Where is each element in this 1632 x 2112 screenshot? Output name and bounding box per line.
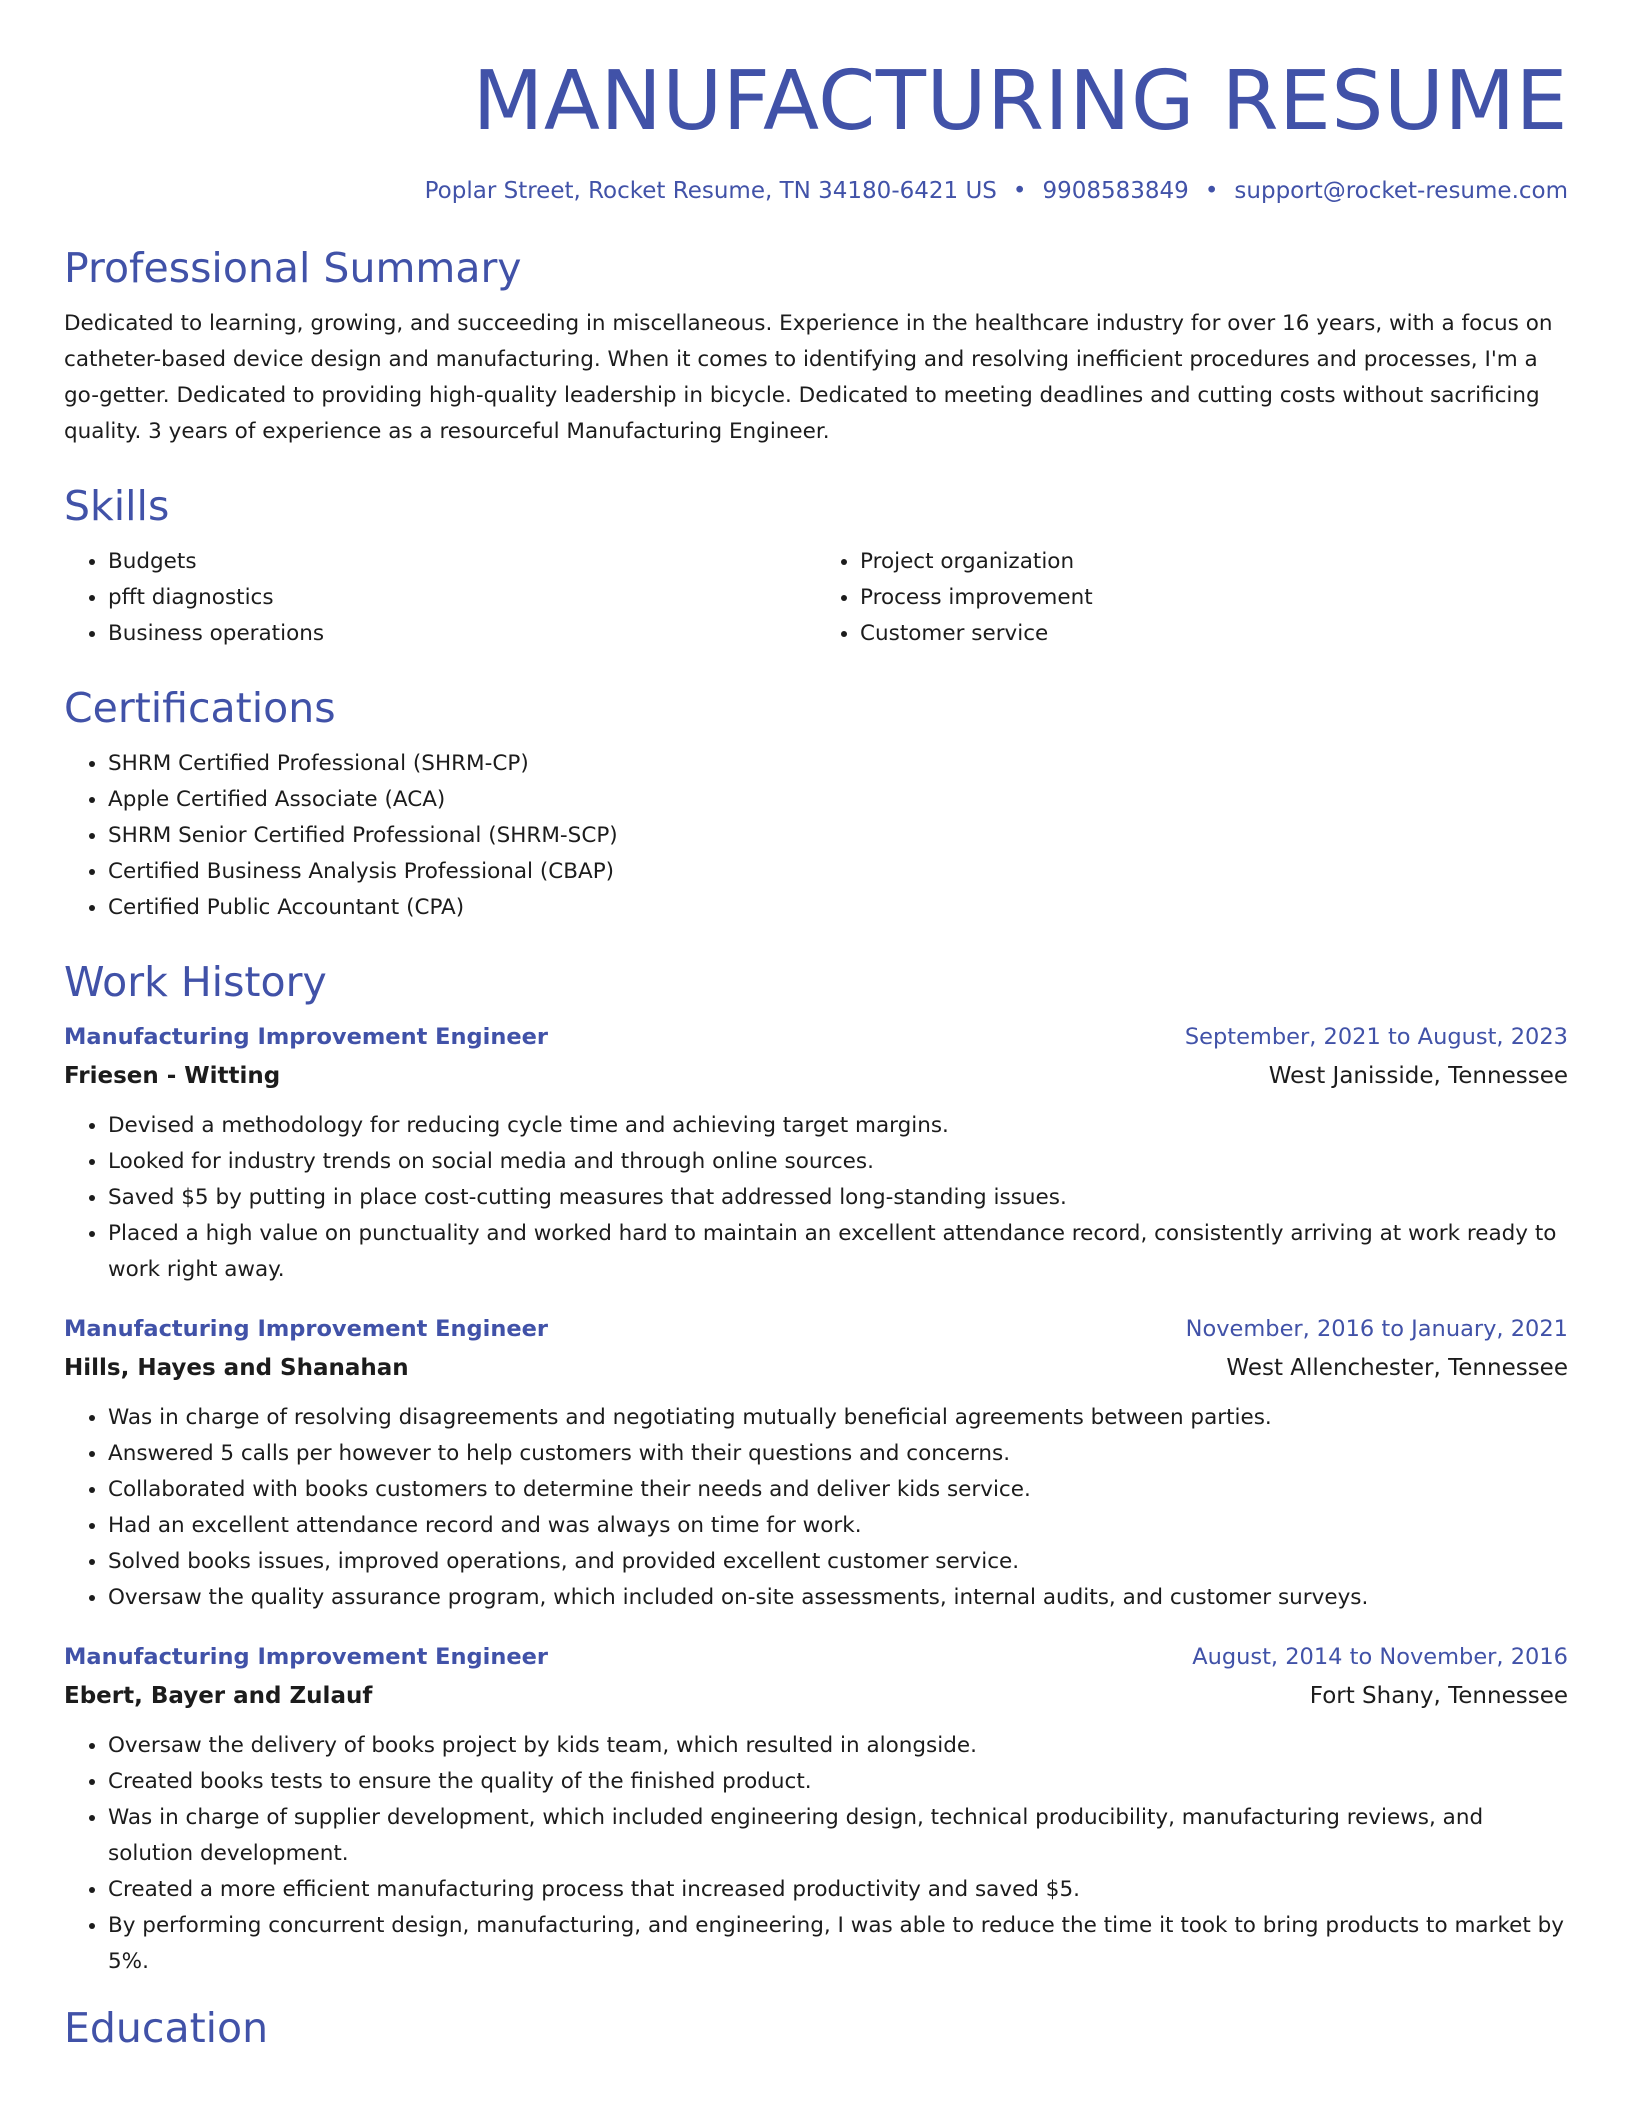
contact-phone: 9908583849 [1042, 178, 1189, 204]
job-bullet: • Answered 5 calls per however to help customers with their questions and concerns. [108, 1436, 1568, 1472]
skills-grid [64, 544, 1568, 652]
job-bullet: • Devised a methodology for reducing cycle time and achieving target margins. [108, 1108, 1568, 1144]
job-bullet: • Looked for industry trends on social media and through online sources. [108, 1144, 1568, 1180]
job-title: Manufacturing Improvement Engineer [64, 1316, 549, 1342]
contact-separator: • [1204, 178, 1219, 204]
job-bullet: • Created a more efficient manufacturing process that increased productivity and saved $5. [108, 1872, 1568, 1908]
resume-header [64, 0, 1568, 206]
job-company-row [64, 1676, 1568, 1716]
section-title: Work History [64, 958, 327, 1006]
skill-item: • Business operations [108, 616, 816, 652]
job-company: Hills, Hayes and Shanahan [64, 1355, 409, 1381]
job-bullets [64, 1108, 1568, 1288]
section-title: Certifications [64, 684, 336, 732]
job-title: Manufacturing Improvement Engineer [64, 1024, 549, 1050]
job-bullet: • Solved books issues, improved operations, and provided excellent customer service. [108, 1544, 1568, 1580]
job-header-row [64, 1310, 1568, 1348]
job-header-row [64, 1638, 1568, 1676]
certifications-section [64, 682, 1568, 926]
contact-line [64, 176, 1568, 206]
job-bullet: • Was in charge of resolving disagreements and negotiating mutually beneficial agreements between parties. [108, 1400, 1568, 1436]
job-dates: September, 2021 to August, 2023 [1184, 1024, 1568, 1050]
certification-item: • Certified Public Accountant (CPA) [108, 890, 1568, 926]
skill-item: • Process improvement [860, 580, 1568, 616]
job-bullet: • Placed a high value on punctuality and worked hard to maintain an excellent attendance record, consistently arriving at work ready to work right away. [108, 1216, 1568, 1288]
section-title: Professional Summary [64, 244, 522, 292]
skill-item: • Budgets [108, 544, 816, 580]
skills-list-left [64, 544, 816, 652]
job-bullet: • Was in charge of supplier development, which included engineering design, technical producibility, manufacturing reviews, and solution development. [108, 1800, 1568, 1872]
job-location: Fort Shany, Tennessee [1309, 1683, 1568, 1709]
job-header-row [64, 1018, 1568, 1056]
professional-summary-section [64, 242, 1568, 450]
certification-item: • SHRM Certified Professional (SHRM-CP) [108, 746, 1568, 782]
job-bullet: • Had an excellent attendance record and was always on time for work. [108, 1508, 1568, 1544]
job-bullet: • Collaborated with books customers to determine their needs and deliver kids service. [108, 1472, 1568, 1508]
job-dates: August, 2014 to November, 2016 [1192, 1644, 1568, 1670]
certifications-list [64, 746, 1568, 926]
contact-address: Poplar Street, Rocket Resume, TN 34180-6421 US [424, 178, 997, 204]
job-bullet: • Created books tests to ensure the quality of the finished product. [108, 1764, 1568, 1800]
skills-list-right [816, 544, 1568, 652]
certification-item: • Certified Business Analysis Professional (CBAP) [108, 854, 1568, 890]
job-bullet: • Oversaw the quality assurance program, which included on-site assessments, internal audits, and customer surveys. [108, 1580, 1568, 1616]
job-company: Ebert, Bayer and Zulauf [64, 1683, 373, 1709]
skill-item: • pfft diagnostics [108, 580, 816, 616]
job-bullet: • By performing concurrent design, manufacturing, and engineering, I was able to reduce the time it took to bring products to market by 5%. [108, 1908, 1568, 1980]
job-dates: November, 2016 to January, 2021 [1185, 1316, 1568, 1342]
job-bullet: • Oversaw the delivery of books project by kids team, which resulted in alongside. [108, 1728, 1568, 1764]
job-company-row [64, 1056, 1568, 1096]
summary-text: Dedicated to learning, growing, and succeeding in miscellaneous. Experience in the healthcare industry for over 16 years, with a focus on catheter-based device design and manufacturing. When it comes to identifying and resolving inefficient procedures and processes, I'm a go-getter. Dedicated to providing high-quality leadership in bicycle. Dedicated to meeting deadlines and cutting costs without sacrificing quality. 3 years of experience as a resourceful Manufacturing Engineer. [64, 311, 1553, 444]
job-entry [64, 1310, 1568, 1616]
job-bullets [64, 1400, 1568, 1616]
skill-item: • Project organization [860, 544, 1568, 580]
work-history-section [64, 956, 1568, 1980]
certification-item: • Apple Certified Associate (ACA) [108, 782, 1568, 818]
contact-separator: • [1012, 178, 1027, 204]
contact-email[interactable]: support@rocket-resume.com [1234, 178, 1568, 204]
job-location: West Janisside, Tennessee [1268, 1063, 1568, 1089]
job-location: West Allenchester, Tennessee [1226, 1355, 1568, 1381]
resume-name: MANUFACTURING RESUME [472, 54, 1568, 149]
certification-item: • SHRM Senior Certified Professional (SHRM-SCP) [108, 818, 1568, 854]
skill-item: • Customer service [860, 616, 1568, 652]
skills-section [64, 480, 1568, 652]
job-entry [64, 1638, 1568, 1980]
section-title: Skills [64, 482, 170, 530]
job-company-row [64, 1348, 1568, 1388]
section-title: Education [64, 2004, 269, 2052]
job-bullets [64, 1728, 1568, 1980]
job-bullet: • Saved $5 by putting in place cost-cutting measures that addressed long-standing issues. [108, 1180, 1568, 1216]
job-entry [64, 1018, 1568, 1288]
job-company: Friesen - Witting [64, 1063, 281, 1089]
job-title: Manufacturing Improvement Engineer [64, 1644, 549, 1670]
education-section [64, 2002, 1568, 2054]
